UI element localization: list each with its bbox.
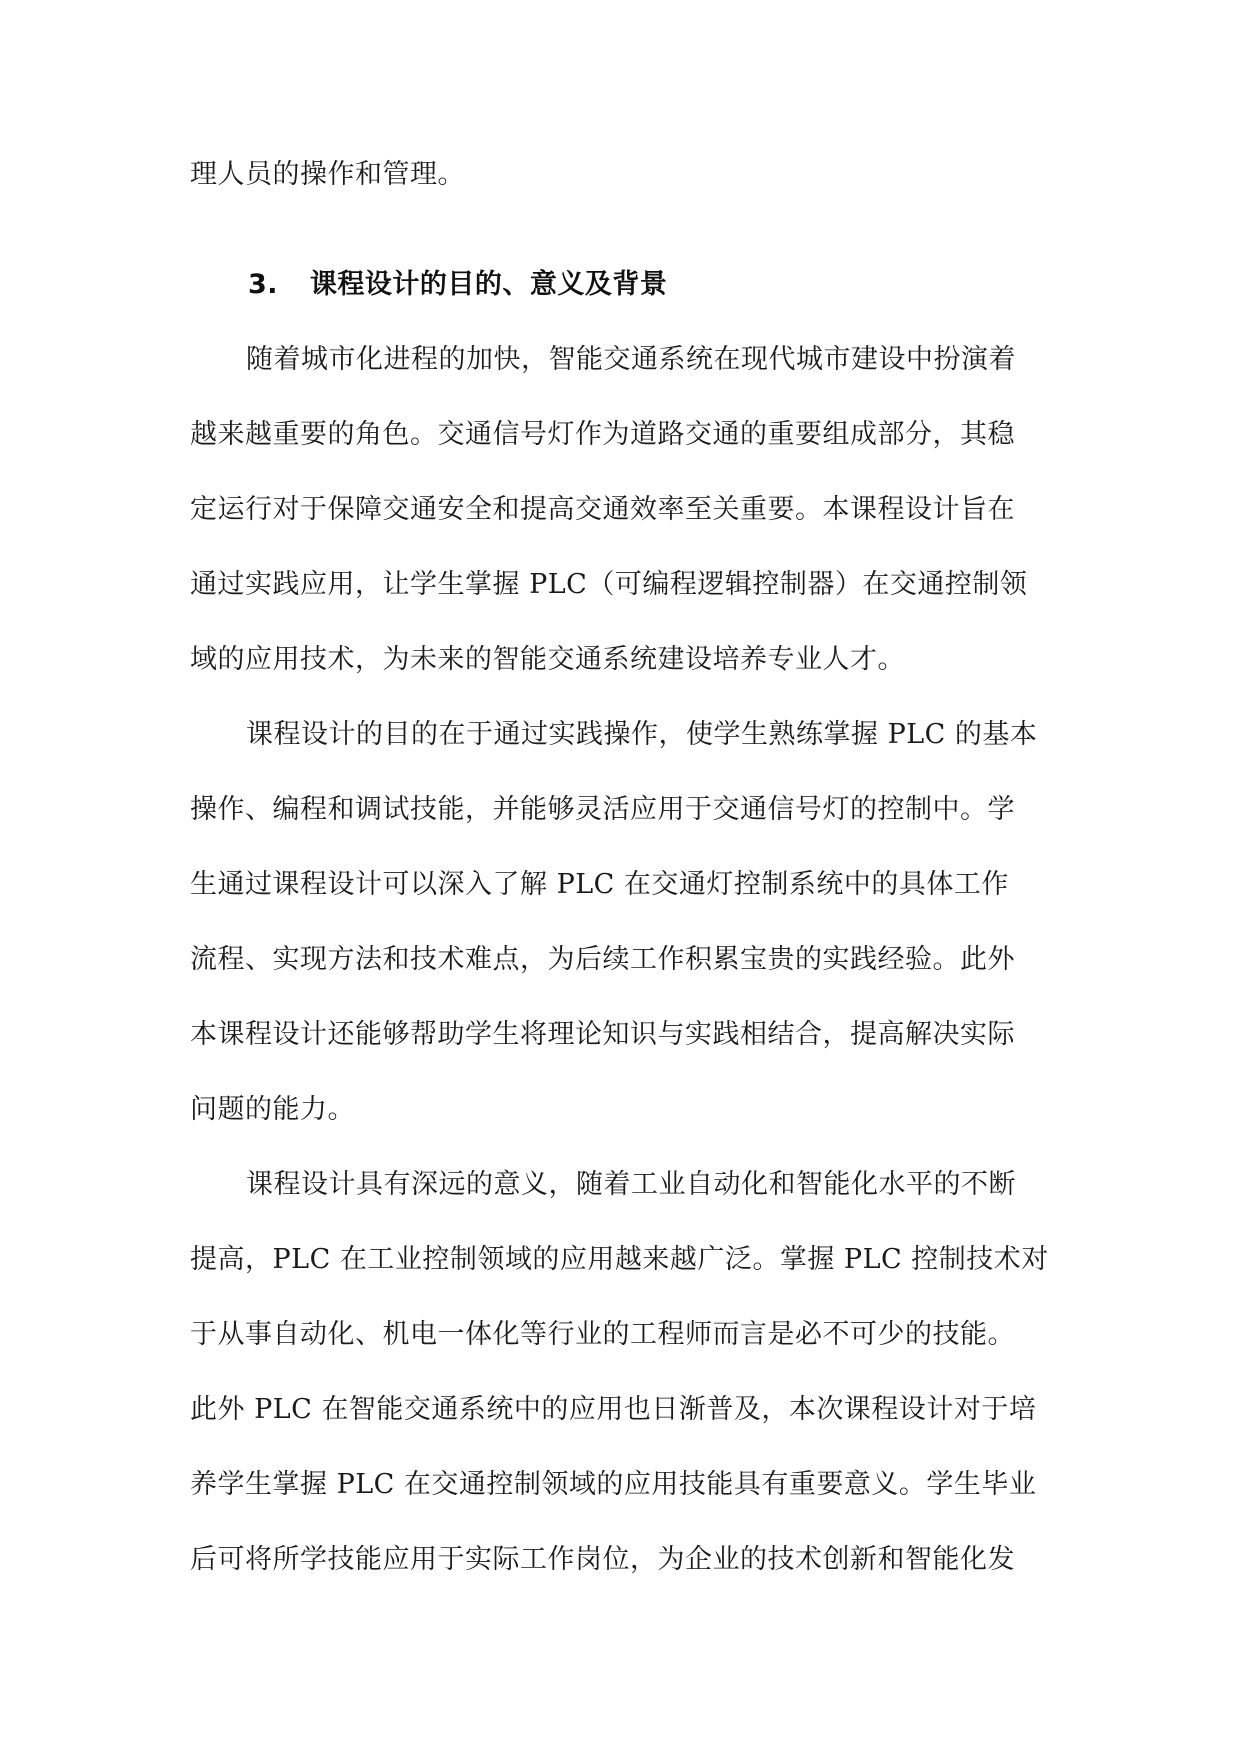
paragraph-line: 问题的能力。 bbox=[190, 1094, 355, 1125]
paragraph-line: 养学生掌握 PLC 在交通控制领域的应用技能具有重要意义。学生毕业 bbox=[190, 1469, 1037, 1500]
section-title: 课程设计的目的、意义及背景 bbox=[309, 269, 668, 300]
section-number: 3. bbox=[248, 269, 279, 300]
paragraph-line: 提高，PLC 在工业控制领域的应用越来越广泛。掌握 PLC 控制技术对 bbox=[190, 1244, 1049, 1275]
paragraph-line: 通过实践应用，让学生掌握 PLC（可编程逻辑控制器）在交通控制领 bbox=[190, 569, 1028, 600]
paragraph-line: 课程设计的目的在于通过实践操作，使学生熟练掌握 PLC 的基本 bbox=[246, 719, 1038, 750]
paragraph-line: 操作、编程和调试技能，并能够灵活应用于交通信号灯的控制中。学 bbox=[190, 794, 1015, 825]
paragraph-line: 定运行对于保障交通安全和提高交通效率至关重要。本课程设计旨在 bbox=[190, 494, 1015, 525]
paragraph-line: 理人员的操作和管理。 bbox=[190, 159, 465, 190]
paragraph-line: 域的应用技术，为未来的智能交通系统建设培养专业人才。 bbox=[190, 644, 905, 675]
paragraph-line: 流程、实现方法和技术难点，为后续工作积累宝贵的实践经验。此外 bbox=[190, 944, 1015, 975]
section-heading bbox=[248, 262, 667, 301]
paragraph-line: 生通过课程设计可以深入了解 PLC 在交通灯控制系统中的具体工作 bbox=[190, 869, 1009, 900]
paragraph-line: 随着城市化进程的加快，智能交通系统在现代城市建设中扮演着 bbox=[246, 344, 1016, 375]
paragraph-line: 越来越重要的角色。交通信号灯作为道路交通的重要组成部分，其稳 bbox=[190, 419, 1015, 450]
paragraph-line: 课程设计具有深远的意义，随着工业自动化和智能化水平的不断 bbox=[246, 1169, 1016, 1200]
paragraph-line: 后可将所学技能应用于实际工作岗位，为企业的技术创新和智能化发 bbox=[190, 1544, 1015, 1575]
paragraph-line: 于从事自动化、机电一体化等行业的工程师而言是必不可少的技能。 bbox=[190, 1319, 1015, 1350]
paragraph-line: 本课程设计还能够帮助学生将理论知识与实践相结合，提高解决实际 bbox=[190, 1019, 1015, 1050]
paragraph-line: 此外 PLC 在智能交通系统中的应用也日渐普及，本次课程设计对于培 bbox=[190, 1394, 1037, 1425]
